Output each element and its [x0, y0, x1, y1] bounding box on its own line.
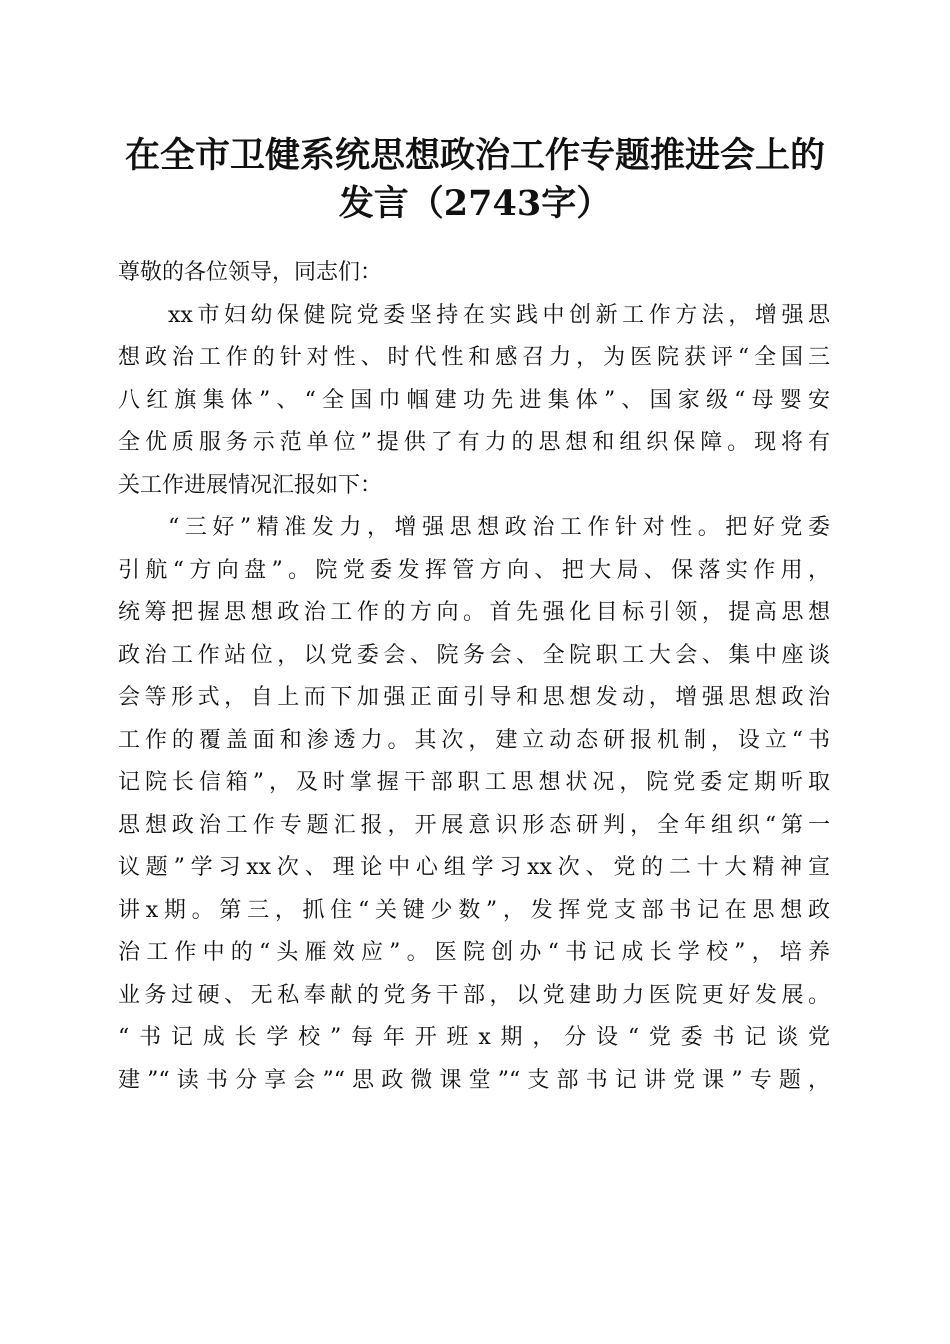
paragraph-intro: [118, 295, 830, 508]
text-line: 业务过硬、无私奉献的党务干部，以党建助力医院更好发展。: [118, 982, 830, 1008]
text-line: 记院长信箱”，及时掌握干部职工思想状况，院党委定期听取: [118, 770, 830, 795]
text-line: 关工作进展情况汇报如下：: [118, 472, 383, 498]
text-line: 工作的覆盖面和渗透力。其次，建立动态研报机制，设立“书: [118, 727, 830, 753]
paragraph-three-goods: [118, 507, 830, 1102]
text-line: 全优质服务示范单位”提供了有力的思想和组织保障。现将有: [118, 430, 830, 455]
document-body: [118, 252, 830, 1102]
text-line: 引航“方向盘”。院党委发挥管方向、把大局、保落实作用，: [118, 557, 830, 583]
text-line: 统筹把握思想政治工作的方向。首先强化目标引领，提高思想: [118, 600, 830, 625]
salutation: 尊敬的各位领导，同志们：: [118, 260, 383, 285]
text-line: 治工作中的“头雁效应”。医院创办“书记成长学校”，培养: [118, 940, 830, 965]
text-line: 会等形式，自上而下加强正面引导和思想发动，增强思想政治: [118, 685, 830, 710]
text-line: 政治工作站位，以党委会、院务会、全院职工大会、集中座谈: [118, 642, 830, 668]
text-line: 讲x期。第三，抓住“关键少数”，发挥党支部书记在思想政: [118, 897, 830, 923]
text-line: 议题”学习xx次、理论中心组学习xx次、党的二十大精神宣: [118, 855, 830, 880]
text-line: xx市妇幼保健院党委坚持在实践中创新工作方法，增强思: [168, 302, 830, 328]
text-line: “三好”精准发力，增强思想政治工作针对性。把好党委: [168, 515, 830, 540]
title-line: 发言（2743字）: [338, 183, 612, 224]
text-line: 八红旗集体”、“全国巾帼建功先进集体”、国家级“母婴安: [118, 387, 830, 413]
text-line: 建”“读书分享会”“思政微课堂”“支部书记讲党课”专题，: [118, 1067, 830, 1093]
text-line: “书记成长学校”每年开班x期，分设“党委书记谈党: [118, 1025, 830, 1050]
title-line: 在全市卫健系统思想政治工作专题推进会上的: [124, 135, 825, 176]
document-title: [0, 132, 950, 228]
text-line: 想政治工作的针对性、时代性和感召力，为医院获评“全国三: [118, 345, 830, 370]
text-line: 思想政治工作专题汇报，开展意识形态研判，全年组织“第一: [118, 812, 830, 838]
